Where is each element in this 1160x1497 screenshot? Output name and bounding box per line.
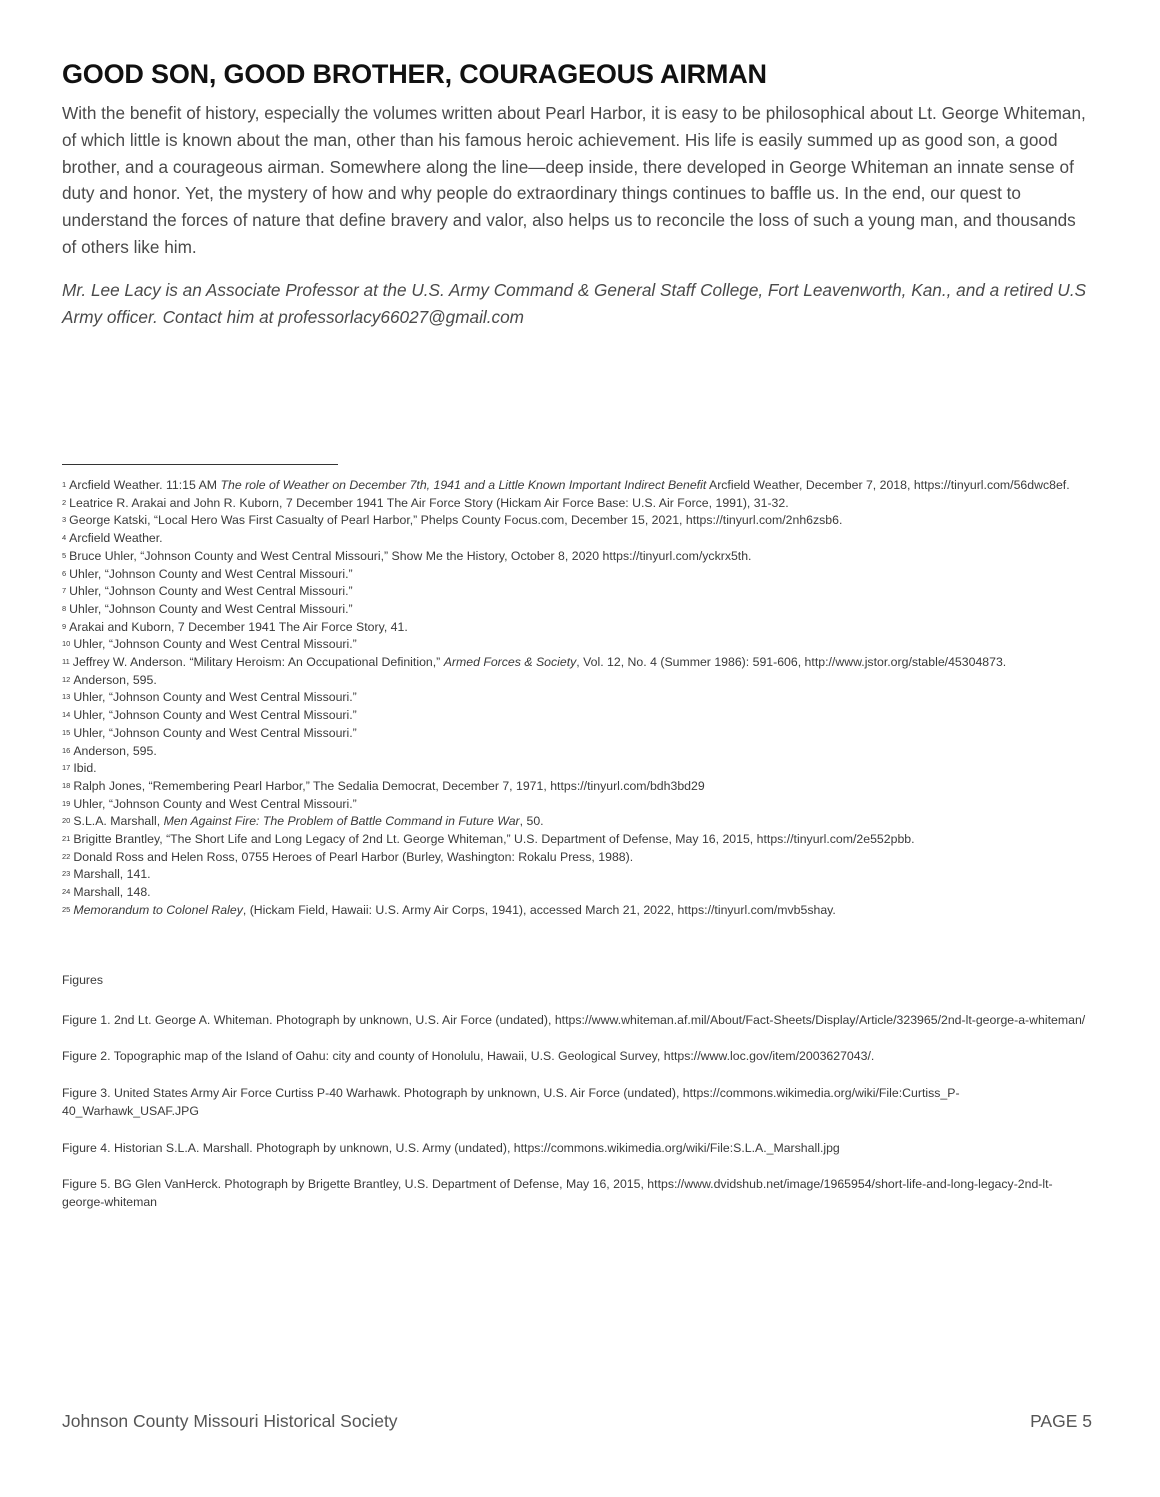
footnote — [62, 707, 1092, 725]
footnote-text: Uhler, “Johnson County and West Central Missouri.” — [73, 725, 357, 740]
footnote-text: Ibid. — [73, 761, 97, 776]
footnote-title: Memorandum to Colonel Raley — [73, 902, 243, 917]
footnote-number: 17 — [62, 763, 71, 773]
footnote-text: Marshall, 141. — [73, 867, 151, 882]
footnote-text: Bruce Uhler, “Johnson County and West Central Missouri,” Show Me the History, October 8, 2020 https://tinyurl.com/yckrx5th. — [69, 548, 752, 563]
author-note: Mr. Lee Lacy is an Associate Professor at the U.S. Army Command & General Staff College, Fort Leavenworth, Kan., and a retired U.S Army officer. Contact him at professorlacy66027@gmail.com — [62, 279, 1087, 327]
figures-section — [62, 972, 1092, 1231]
footer-page-number: PAGE 5 — [1030, 1411, 1092, 1431]
footnote — [62, 512, 1092, 530]
footnote-number: 3 — [62, 515, 67, 525]
footnotes-list — [62, 477, 1092, 920]
footnote-number: 8 — [62, 603, 67, 613]
footnote-number: 21 — [62, 834, 71, 844]
footnote-text: Uhler, “Johnson County and West Central Missouri.” — [69, 601, 353, 616]
footnote-text: Donald Ross and Helen Ross, 0755 Heroes of Pearl Harbor (Burley, Washington: Rokalu Press, 1988). — [73, 849, 634, 864]
footnote-number: 12 — [62, 674, 71, 684]
article-paragraph: With the benefit of history, especially the volumes written about Pearl Harbor, it is easy to be philosophical about Lt. George Whiteman, of which little is known about the man, other than his famous heroic achievement. His life is easily summed up as good son, a good brother, and a courageous airman. Somewhere along the line—deep inside, there developed in George Whiteman an innate sense of duty and honor. Yet, the mystery of how and why people do extraordinary things continues to baffle us. In the end, our quest to understand the forces of nature that define bravery and valor, also helps us to reconcile the loss of such a young man, and thousands of others like him. — [62, 103, 1086, 257]
footnote-number: 13 — [62, 692, 71, 702]
footnote-divider — [62, 464, 338, 465]
footnote-text: George Katski, “Local Hero Was First Casualty of Pearl Harbor,” Phelps County Focus.com, December 15, 2021, https://tinyurl.com/2nh6zsb6. — [69, 513, 843, 528]
footnote-title: Armed Forces & Society — [443, 655, 577, 670]
footnote-text: Uhler, “Johnson County and West Central Missouri.” — [73, 637, 357, 652]
footnote-number: 4 — [62, 533, 67, 543]
footnote — [62, 672, 1092, 690]
footnote-number: 20 — [62, 816, 71, 826]
footnote-text-continued: Arcfield Weather, December 7, 2018, https://tinyurl.com/56dwc8ef. — [706, 478, 1070, 492]
footnote-text: Arakai and Kuborn, 7 December 1941 The Air Force Story, 41. — [69, 619, 408, 634]
footnote-number: 15 — [62, 727, 71, 737]
figure-caption: Figure 5. BG Glen VanHerck. Photograph by Brigette Brantley, U.S. Department of Defense, May 16, 2015, https://www.dvidshub.net/image/1965954/short-life-and-long-legacy-2nd-lt-george-whiteman — [62, 1177, 1053, 1209]
footnote-number: 23 — [62, 869, 71, 879]
figure-caption: Figure 2. Topographic map of the Island of Oahu: city and county of Honolulu, Hawaii, U.S. Geological Survey, https://www.loc.gov/item/2003627043/. — [62, 1049, 875, 1064]
figure-caption: Figure 4. Historian S.L.A. Marshall. Photograph by unknown, U.S. Army (undated), https://commons.wikimedia.org/wiki/File:S.L.A._Marshall.jpg — [62, 1140, 840, 1155]
footnote — [62, 636, 1092, 654]
footnote — [62, 884, 1092, 902]
footnote-number: 16 — [62, 745, 71, 755]
article-heading: GOOD SON, GOOD BROTHER, COURAGEOUS AIRMAN — [62, 59, 767, 89]
figure-caption: Figure 1. 2nd Lt. George A. Whiteman. Photograph by unknown, U.S. Air Force (undated), https://www.whiteman.af.mil/About/Fact-Sheets/Display/Article/323965/2nd-lt-george-a-whiteman/ — [62, 1012, 1086, 1027]
footnote-number: 2 — [62, 497, 67, 507]
footnote-text-continued: , Vol. 12, No. 4 (Summer 1986): 591-606, http://www.jstor.org/stable/45304873. — [576, 655, 1007, 670]
footnote-number: 5 — [62, 550, 67, 560]
footnote-text: Arcfield Weather. — [69, 531, 163, 546]
footnote-text-continued: , 50. — [519, 814, 544, 829]
footnote — [62, 495, 1092, 513]
footnote-number: 6 — [62, 568, 67, 578]
footnote-title: Men Against Fire: The Problem of Battle Command in Future War — [163, 814, 520, 829]
footnote-text: Anderson, 595. — [73, 672, 157, 687]
footnote-text: Brigitte Brantley, “The Short Life and Long Legacy of 2nd Lt. George Whiteman,” U.S. Department of Defense, May 16, 2015, https://tinyurl.com/2e552pbb. — [73, 832, 915, 847]
footnote-text: Ralph Jones, “Remembering Pearl Harbor,” The Sedalia Democrat, December 7, 1971, https://tinyurl.com/bdh3bd29 — [73, 778, 705, 793]
footnote-text: Leatrice R. Arakai and John R. Kuborn, 7 December 1941 The Air Force Story (Hickam Air Force Base: U.S. Air Force, 1991), 31-32. — [69, 495, 789, 510]
footnote — [62, 566, 1092, 584]
footnote-text: Anderson, 595. — [73, 743, 157, 758]
footnote-text: Uhler, “Johnson County and West Central Missouri.” — [73, 796, 357, 811]
footnote-text: Jeffrey W. Anderson. “Military Heroism: An Occupational Definition,” — [72, 655, 444, 670]
footnote-text: Uhler, “Johnson County and West Central Missouri.” — [73, 690, 357, 705]
footnote-text: Uhler, “Johnson County and West Central Missouri.” — [69, 584, 353, 599]
footnote-text-continued: , (Hickam Field, Hawaii: U.S. Army Air Corps, 1941), accessed March 21, 2022, https://tinyurl.com/mvb5shay. — [242, 902, 836, 917]
footnote-text: Marshall, 148. — [73, 885, 151, 900]
footnote — [62, 813, 1092, 831]
footnote — [62, 583, 1092, 601]
footnote — [62, 743, 1092, 761]
footnote — [62, 849, 1092, 867]
footnote — [62, 902, 1092, 920]
footnote — [62, 654, 1092, 672]
page-footer — [62, 1411, 1092, 1432]
footnote-number: 18 — [62, 780, 71, 790]
footnote — [62, 530, 1092, 548]
footnote — [62, 725, 1092, 743]
footnote-number: 19 — [62, 798, 71, 808]
footnote-text: Arcfield Weather. 11:15 AM — [69, 478, 221, 492]
footnote — [62, 601, 1092, 619]
footnote — [62, 689, 1092, 707]
figures-heading: Figures — [62, 973, 104, 987]
footnote-number: 14 — [62, 710, 71, 720]
footnote — [62, 548, 1092, 566]
footnote-number: 9 — [62, 621, 67, 631]
footnote-number: 10 — [62, 639, 71, 649]
footnote-text: S.L.A. Marshall, — [73, 814, 164, 829]
footnote — [62, 866, 1092, 884]
figure-caption: Figure 3. United States Army Air Force Curtiss P-40 Warhawk. Photograph by unknown, U.S. Air Force (undated), https://commons.wikimedia.org/wiki/File:Curtiss_P-40_Warhawk_USAF.JPG — [62, 1086, 960, 1118]
footnote-text: Uhler, “Johnson County and West Central Missouri.” — [69, 566, 353, 581]
article — [62, 58, 1092, 330]
footnote — [62, 796, 1092, 814]
footnote-number: 25 — [62, 904, 71, 914]
footnote-title: The role of Weather on December 7th, 1941 and a Little Known Important Indirect Benefit — [220, 478, 707, 492]
footer-publisher: Johnson County Missouri Historical Society — [62, 1411, 398, 1431]
footnote-number: 1 — [62, 480, 67, 489]
footnote-number: 24 — [62, 887, 71, 897]
footnote-number: 11 — [62, 657, 70, 667]
footnote — [62, 760, 1092, 778]
footnote-number: 7 — [62, 586, 67, 596]
footnote — [62, 477, 1092, 495]
footnote — [62, 619, 1092, 637]
footnote-text: Uhler, “Johnson County and West Central Missouri.” — [73, 708, 357, 723]
footnote — [62, 778, 1092, 796]
figures-list — [62, 1012, 1092, 1212]
footnote-number: 22 — [62, 851, 71, 861]
footnote — [62, 831, 1092, 849]
